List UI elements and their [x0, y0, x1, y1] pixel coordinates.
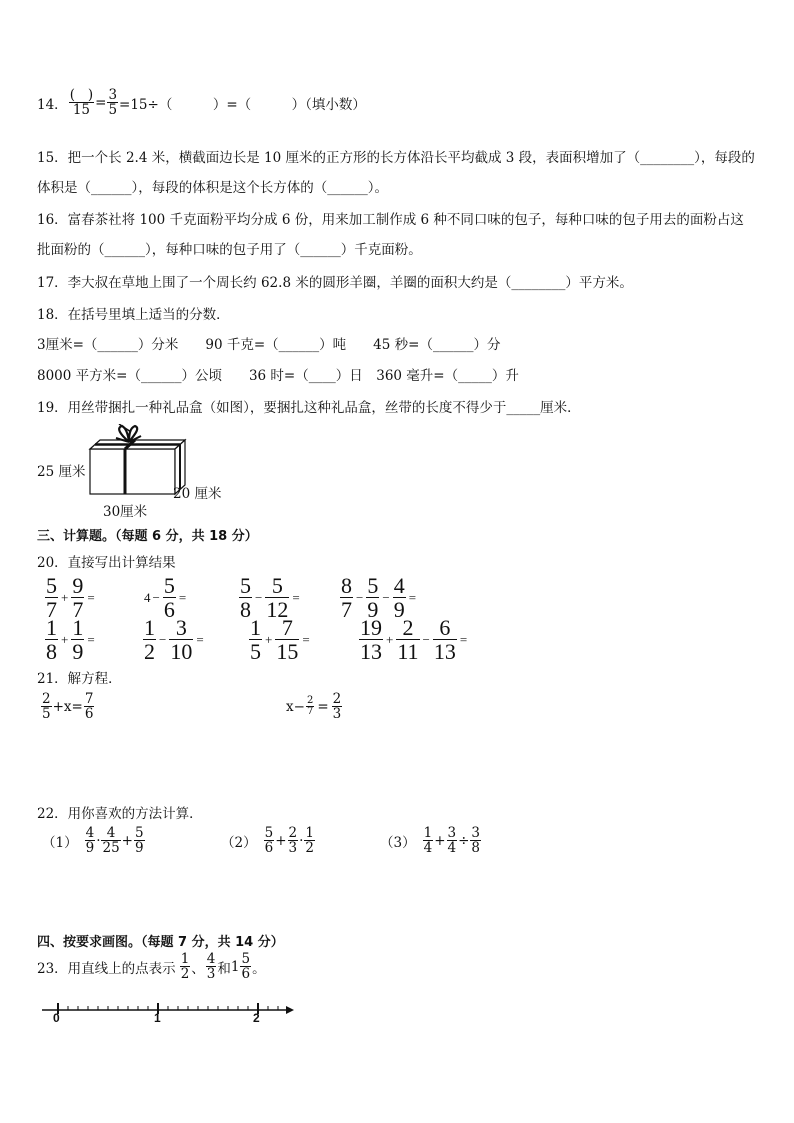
q22-expr-1: （1） $\frac{4}{9}$ · $\frac{4}{25}$ + $\frac{5}{9}$ — [42, 825, 144, 857]
q22-title: 22．用你喜欢的方法计算． — [37, 806, 203, 822]
q20-expr-8: $\frac{19}{13}$ + $\frac{2}{11}$ − $\frac{6}{13}$ = — [360, 615, 468, 665]
q20-expr-7: $\frac{1}{5}$ + $\frac{7}{15}$ = — [250, 615, 310, 665]
q16-line1: 16．富春茶社将 100 千克面粉平均分成 6 份，用来加工制作成 6 种不同口味的包子，每种口味的包子用去的面粉占这 — [37, 212, 744, 228]
q14-eq: = — [95, 94, 107, 111]
q22-expr-3: （3） $\frac{1}{4}$ + $\frac{3}{4}$ ÷ $\frac{3}{8}$ — [380, 825, 480, 857]
q14-blank-fraction — [69, 88, 94, 117]
q17: 17．李大叔在草地上围了一个周长约 62.8 米的圆形羊圈，羊圈的面积大约是（________）平方米。 — [37, 275, 633, 291]
q20-expr-3: $\frac{5}{8}$ − $\frac{5}{12}$ = — [240, 573, 300, 623]
q20-expr-1: $\frac{5}{7}$ + $\frac{9}{7}$ = — [46, 573, 95, 623]
q19-height-label: 25 厘米 — [37, 464, 86, 480]
q22-expr-2: （2） $\frac{5}{6}$ + $\frac{2}{3}$ · $\frac{1}{2}$ — [221, 825, 314, 857]
paren-close: ) — [87, 87, 94, 103]
tick-label-0: 0 — [53, 1011, 60, 1025]
q19-length-label: 30厘米 — [103, 504, 148, 520]
q20-title: 20．直接写出计算结果 — [37, 555, 176, 571]
q15-line1: 15．把一个长 2.4 米，横截面边长是 10 厘米的正方形的长方体沿长平均截成 3 段，表面积增加了（________），每段的 — [37, 150, 755, 166]
q14 — [37, 88, 366, 117]
q14-number: 14． — [37, 96, 68, 113]
section-4-heading: 四、按要求画图。（每题 7 分，共 14 分） — [37, 935, 284, 950]
q14-rest: =15÷（ ）=（ ）（填小数） — [119, 96, 366, 113]
q19-text: 19．用丝带捆扎一种礼品盒（如图），要捆扎这种礼品盒，丝带的长度不得少于_____厘米． — [37, 400, 581, 416]
q23-text: 23．用直线上的点表示 $\frac{1}{2}$ 、 $\frac{4}{3}$ 和 1 $\frac{5}{6}$ 。 — [37, 951, 266, 983]
q14-den: 15 — [72, 102, 90, 119]
tick-label-1: 1 — [154, 1011, 161, 1025]
q20-expr-4: $\frac{8}{7}$ − $\frac{5}{9}$ − $\frac{4}{9}$ = — [341, 573, 417, 623]
q20-expr-5: $\frac{1}{8}$ + $\frac{1}{9}$ = — [46, 615, 95, 665]
q18-title: 18．在括号里填上适当的分数． — [37, 307, 230, 323]
q18-row2: 8000 平方米=（______）公顷 36 时=（____）日 360 毫升=（_____）升 — [37, 368, 519, 384]
q15-line2: 体积是（______），每段的体积是这个长方体的（______）。 — [37, 180, 388, 196]
q16-line2: 批面粉的（______），每种口味的包子用了（______）千克面粉。 — [37, 242, 422, 258]
q21-title: 21．解方程． — [37, 671, 122, 687]
q19-width-label: 20 厘米 — [173, 486, 222, 502]
q18-row1: 3厘米=（______）分米 90 千克=（______）吨 45 秒=（______）分 — [37, 337, 501, 353]
q21-equation-2: x− $\frac{2}{7}$ = $\frac{2}{3}$ — [286, 691, 342, 723]
q20-expr-2: 4 − $\frac{5}{6}$ = — [144, 573, 187, 623]
q14-fraction: $\frac{3}{5}$ — [108, 87, 118, 119]
q20-expr-6: $\frac{1}{2}$ − $\frac{3}{10}$ = — [144, 615, 204, 665]
q21-equation-1: $\frac{2}{5}$ +x= $\frac{7}{6}$ — [42, 691, 94, 723]
paren-open: ( — [69, 87, 75, 103]
section-3-heading: 三、计算题。（每题 6 分，共 18 分） — [37, 529, 258, 544]
tick-label-2: 2 — [253, 1011, 260, 1025]
